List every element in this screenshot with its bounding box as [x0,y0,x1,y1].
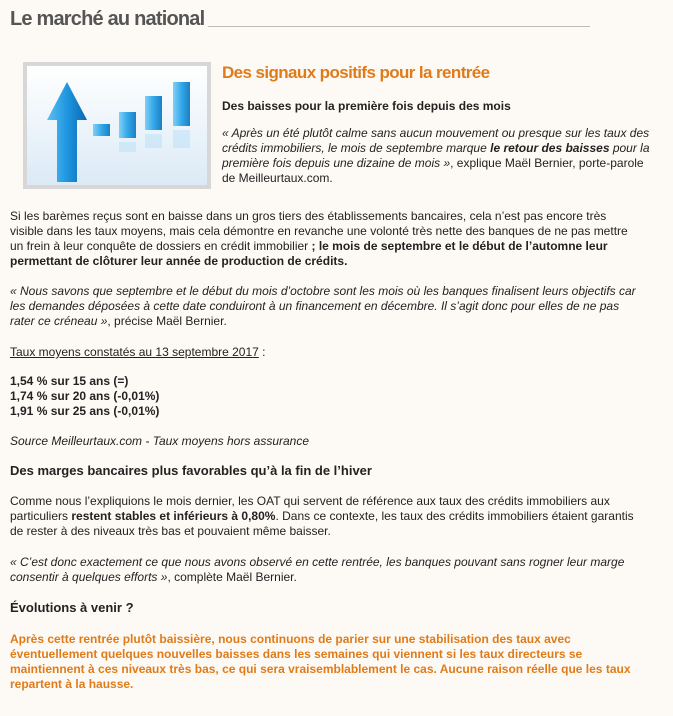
article-illustration [23,62,211,189]
intro-quote-highlight: le retour des baisses [490,141,610,155]
quote-2-attribution: , précise Maël Bernier. [107,314,227,328]
article-subhead: Des baisses pour la première fois depuis des mois [222,99,511,113]
intro-quote [222,126,652,186]
source-note: Source Meilleurtaux.com - Taux moyens hors assurance [10,434,310,448]
rate-item: 1,74 % sur 20 ans (-0,01%) [10,389,160,403]
intro-quote-attribution: , explique Maël Bernier, porte-parole de Meilleurtaux.com. [222,156,644,185]
rising-bars-arrow-icon [27,66,207,185]
rates-label-line [10,345,640,360]
paragraph-1 [10,209,640,269]
rates-label-suffix: : [258,345,266,359]
rates-list [10,374,640,419]
quote-2 [10,284,640,329]
intro-quote-part-a: « Après un été plutôt calme sans aucun mouvement ou presque sur les taux des crédits immobiliers, le mois de septembre marque [222,126,650,155]
paragraph-3-text-c: . Dans ce contexte, les taux des crédits immobiliers étaient garantis de rester à des niveaux très bas et pouvaient même baisser. [10,509,634,538]
article-intro [222,62,652,186]
paragraph-1-bold: ; le mois de septembre et le début de l’automne leur permettant de clôturer leur année de production de crédits. [10,239,608,268]
paragraph-3 [10,494,640,539]
conclusion-paragraph: Après cette rentrée plutôt baissière, nous continuons de parier sur une stabilisation des taux avec éventuellement quelques nouvelles baisses dans les semaines qui viennent si les taux directeurs se maintiennent à ces niveaux très bas, ce qui sera vraisemblablement le cas. Aucune raison réelle que les taux repartent à la hausse. [10,632,631,691]
heading-evolutions: Évolutions à venir ? [10,600,134,615]
rates-label: Taux moyens constatés au 13 septembre 2017 [10,345,259,359]
section-title: Le marché au national [10,8,205,30]
paragraph-1-text: Si les barèmes reçus sont en baisse dans un gros tiers des établissements bancaires, cela n’est pas encore très visible dans les taux moyens, mais cela démontre en revanche une volonté très nette des banques de ne pas mettre un frein à leur conquête de dossiers en crédit immobilier [10,209,628,253]
paragraph-3-bold: restent stables et inférieurs à 0,80% [71,509,276,523]
rate-item: 1,91 % sur 25 ans (-0,01%) [10,404,160,418]
section-header [10,6,590,30]
article-title: Des signaux positifs pour la rentrée [222,63,490,82]
quote-3-text: « C’est donc exactement ce que nous avons observé en cette rentrée, les banques pouvant sans rogner leur marge consentir à quelques efforts » [10,555,625,584]
intro-quote-part-c: pour la première fois depuis une dizaine de mois » [222,141,650,170]
quote-3 [10,555,640,585]
quote-2-text: « Nous savons que septembre et le début du mois d’octobre sont les mois où les banques finalisent leurs objectifs car les demandes déposées à cette date conduiront à un financement en décembre. Il s’agit donc pour elles de ne pas rater ce créneau » [10,284,636,328]
header-divider [208,26,590,27]
paragraph-3-text-a: Comme nous l’expliquions le mois dernier, les OAT qui servent de référence aux taux des crédits immobiliers aux particuliers [10,494,610,523]
heading-margins: Des marges bancaires plus favorables qu’à la fin de l’hiver [10,463,372,478]
quote-3-attribution: , complète Maël Bernier. [167,570,297,584]
rate-item: 1,54 % sur 15 ans (=) [10,374,129,388]
